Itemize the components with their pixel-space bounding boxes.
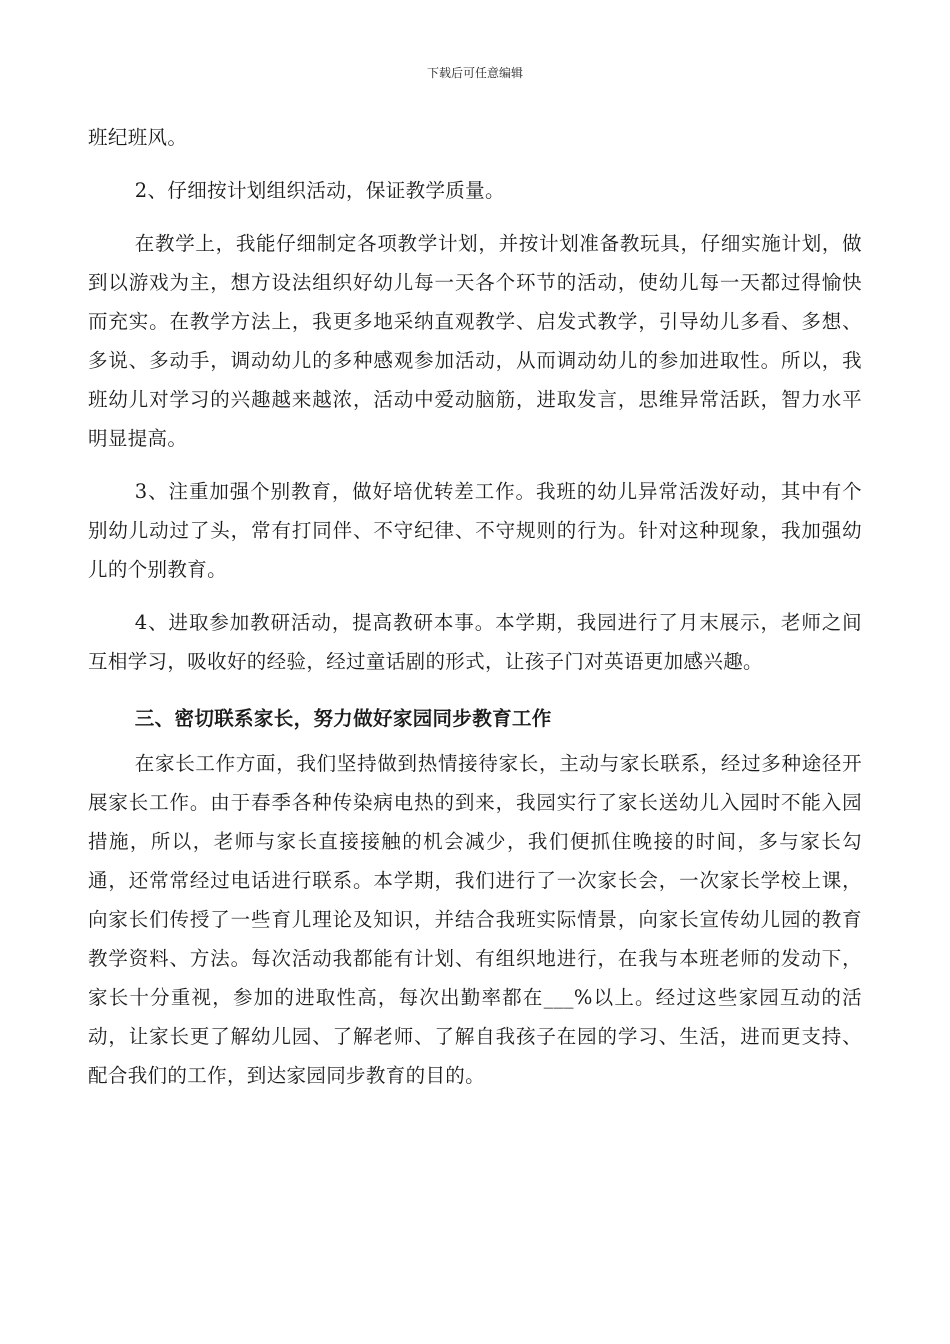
- paragraph-parents: 在家长工作方面，我们坚持做到热情接待家长，主动与家长联系，经过多种途径开展家长工作。由于春季各种传染病电热的到来，我园实行了家长送幼儿入园时不能入园措施，所以，老师与家长直接接触的机会减少，我们便抓住晚接的时间，多与家长勾通，还常常经过电话进行联系。本学期，我们进行了一次家长会，一次家长学校上课，向家长们传授了一些育儿理论及知识，并结合我班实际情景，向家长宣传幼儿园的教育教学资料、方法。每次活动我都能有计划、有组织地进行，在我与本班老师的发动下，家长十分重视，参加的进取性高，每次出勤率都在___%以上。经过这些家园互动的活动，让家长更了解幼儿园、了解老师、了解自我孩子在园的学习、生活，进而更支持、配合我们的工作，到达家园同步教育的目的。: [88, 752, 862, 1087]
- paragraph-continuation: 班纪班风。: [88, 126, 188, 149]
- list-item-2: 2、仔细按计划组织活动，保证教学质量。: [134, 179, 505, 202]
- document-body: [88, 118, 862, 1095]
- section-heading: 三、密切联系家长，努力做好家园同步教育工作: [134, 707, 552, 730]
- paragraph-teaching: 在教学上，我能仔细制定各项教学计划，并按计划准备教玩具，仔细实施计划，做到以游戏为主，想方设法组织好幼儿每一天各个环节的活动，使幼儿每一天都过得愉快而充实。在教学方法上，我更多地采纳直观教学、启发式教学，引导幼儿多看、多想、多说、多动手，调动幼儿的多种感观参加活动，从而调动幼儿的参加进取性。所以，我班幼儿对学习的兴趣越来越浓，活动中爱动脑筋，进取发言，思维异常活跃，智力水平明显提高。: [88, 232, 862, 450]
- list-item-4: 4、进取参加教研活动，提高教研本事。本学期，我园进行了月末展示，老师之间互相学习，吸收好的经验，经过童话剧的形式，让孩子门对英语更加感兴趣。: [88, 611, 862, 673]
- list-item-3: 3、注重加强个别教育，做好培优转差工作。我班的幼儿异常活泼好动，其中有个别幼儿动过了头，常有打同伴、不守纪律、不守规则的行为。针对这种现象，我加强幼儿的个别教育。: [88, 480, 862, 581]
- page-header: 下载后可任意编辑: [426, 66, 523, 80]
